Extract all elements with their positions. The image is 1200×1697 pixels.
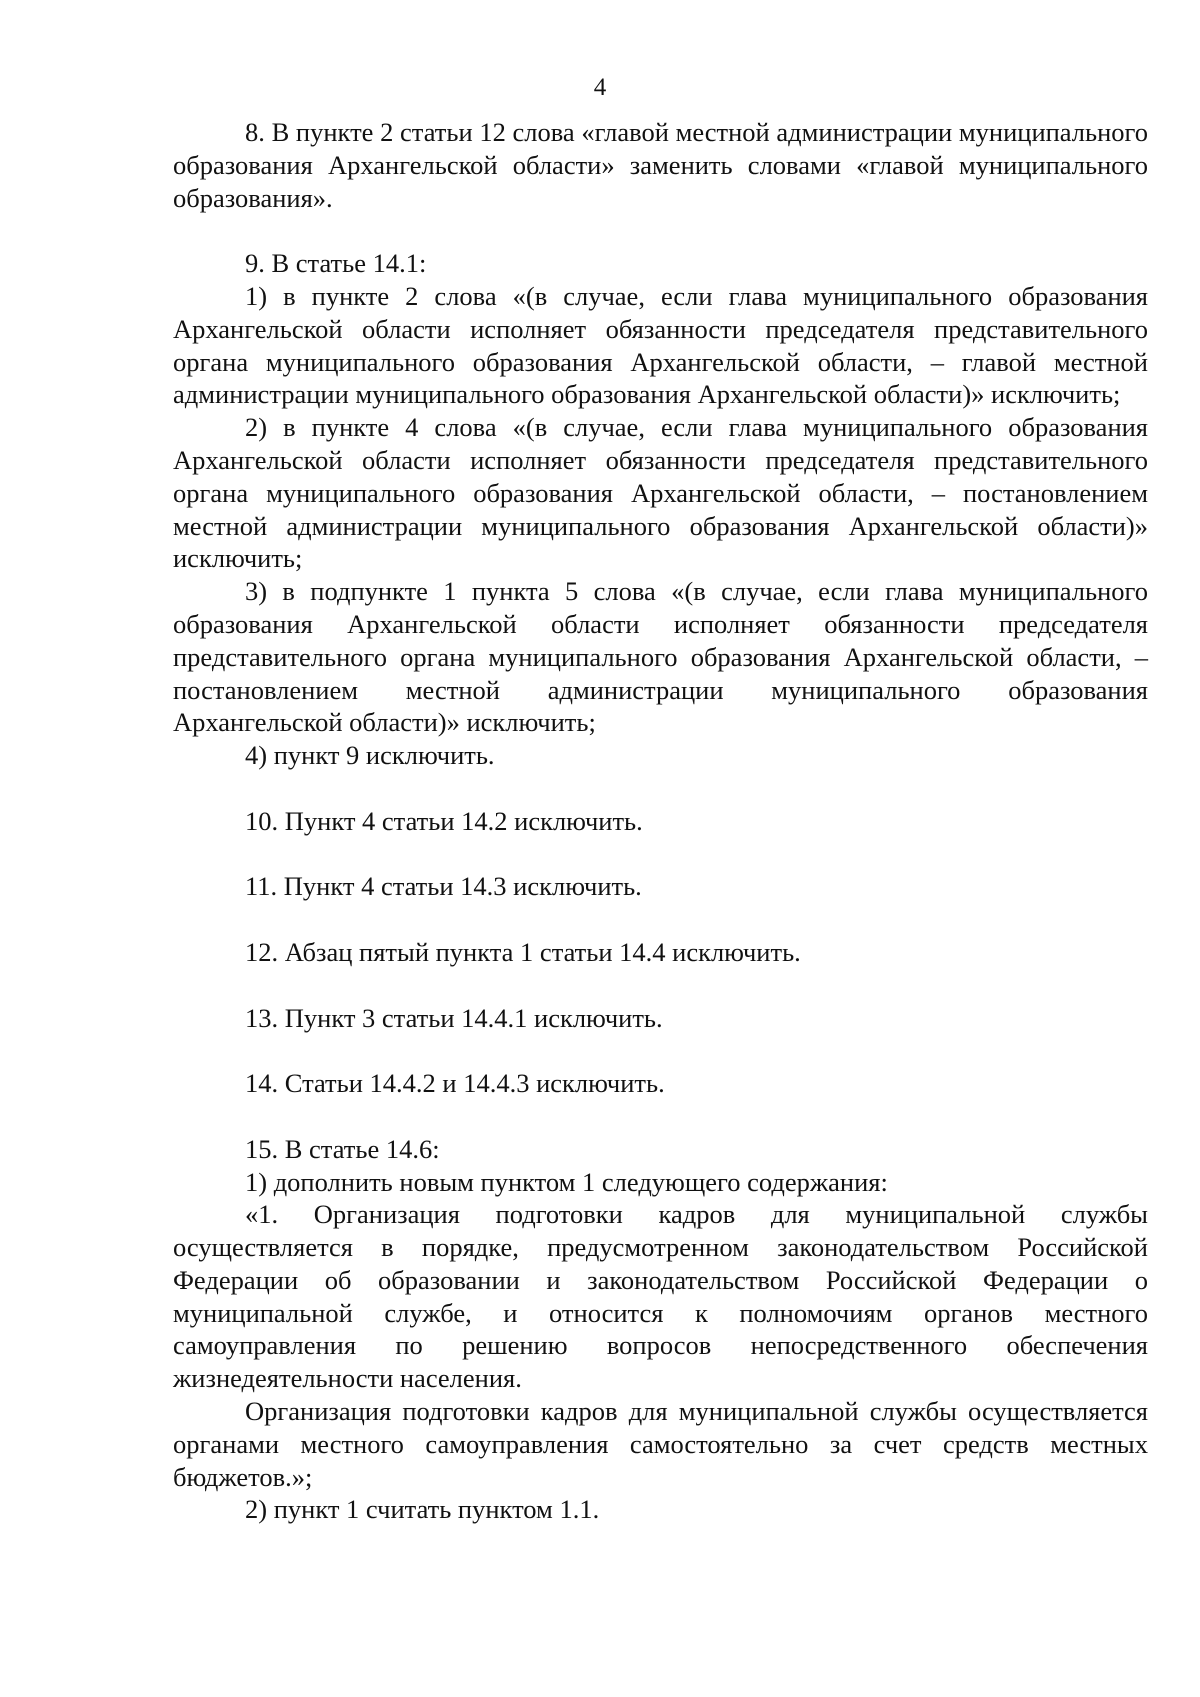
paragraph-item-12: 12. Абзац пятый пункта 1 статьи 14.4 исключить. xyxy=(245,936,801,967)
paragraph-subitem-9-2: 2) в пункте 4 слова «(в случае, если глава муниципального образования Архангельской области исполняет обязанности председателя представительного органа муниципального образования Архангельской области, – постановлением местной администрации муниципального образования Архангельской области)» исключить; xyxy=(173,412,1148,574)
paragraph-gap xyxy=(173,969,1148,1002)
paragraph-gap xyxy=(173,838,1148,871)
paragraph-item-9-heading: 9. В статье 14.1: xyxy=(245,248,427,279)
paragraph-subitem-9-1: 1) в пункте 2 слова «(в случае, если глава муниципального образования Архангельской области исполняет обязанности председателя представительного органа муниципального образования Архангельской области, – главой местной администрации муниципального образования Архангельской области)» исключить; xyxy=(173,280,1148,410)
paragraph-gap xyxy=(173,772,1148,805)
paragraph-subitem-9-3: 3) в подпункте 1 пункта 5 слова «(в случае, если глава муниципального образования Архангельской области исполняет обязанности председателя представительного органа муниципального образования Архангельской области, – постановлением местной администрации муниципального образования Архангельской области)» исключить; xyxy=(173,576,1148,738)
paragraph-subitem-15-2: 2) пункт 1 считать пунктом 1.1. xyxy=(245,1494,600,1525)
paragraph-subitem-9-4: 4) пункт 9 исключить. xyxy=(245,740,495,771)
paragraph-item-8: 8. В пункте 2 статьи 12 слова «главой местной администрации муниципального образования Архангельской области» заменить словами «главой муниципального образования». xyxy=(173,117,1148,213)
paragraph-item-10: 10. Пункт 4 статьи 14.2 исключить. xyxy=(245,805,643,836)
paragraph-gap xyxy=(173,1034,1148,1067)
paragraph-gap xyxy=(173,214,1148,247)
paragraph-item-14: 14. Статьи 14.4.2 и 14.4.3 исключить. xyxy=(245,1068,665,1099)
paragraph-item-11: 11. Пункт 4 статьи 14.3 исключить. xyxy=(245,871,642,902)
page-number: 4 xyxy=(593,74,607,101)
paragraph-gap xyxy=(173,1100,1148,1133)
quoted-paragraph-1: «1. Организация подготовки кадров для муниципальной службы осуществляется в порядке, предусмотренном законодательством Российской Федерации об образовании и законодательством Российской Федерации о муниципальной службе, и относится к полномочиям органов местного самоуправления по решению вопросов непосредственного обеспечения жизнедеятельности населения. xyxy=(173,1199,1148,1394)
paragraph-item-13: 13. Пункт 3 статьи 14.4.1 исключить. xyxy=(245,1002,663,1033)
paragraph-subitem-15-1: 1) дополнить новым пунктом 1 следующего содержания: xyxy=(245,1166,888,1197)
quoted-paragraph-2: Организация подготовки кадров для муниципальной службы осуществляется органами местного самоуправления самостоятельно за счет средств местных бюджетов.»; xyxy=(173,1396,1148,1492)
paragraph-gap xyxy=(173,903,1148,936)
paragraph-item-15-heading: 15. В статье 14.6: xyxy=(245,1133,440,1164)
document-body xyxy=(173,116,1148,1526)
